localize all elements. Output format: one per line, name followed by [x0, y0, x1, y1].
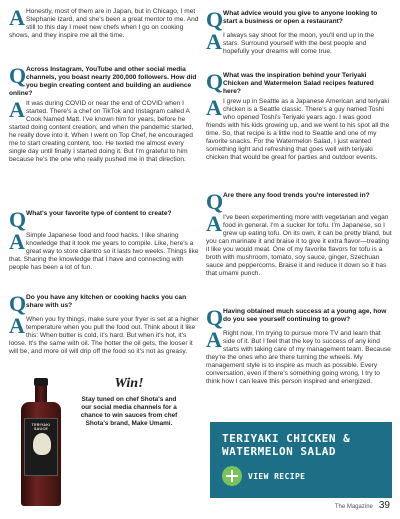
answer-text: I always say shoot for the moon, you'll end up in the stars. Surround yourself with the best people and hopefully your dreams will come true.	[223, 32, 375, 55]
question-letter: Q	[9, 207, 27, 232]
plus-icon[interactable]	[222, 466, 242, 486]
answer-text: I grew up in Seattle as a Japanese American and teriyaki chicken is a Seattle classic. There's a guy named Toshi who opened Toshi's Teriyaki years ago. I was good friends with his kids growing up, and we went to his spot all the time. So, that recipe is a little nod to Seattle and one of my favorite snacks. For the Watermelon Salad, I just wanted something light and refreshing that goes well with teriyaki chicken that would be great for parties and outdoor events.	[206, 98, 390, 161]
question-letter: Q	[206, 305, 224, 330]
bottle-label-art	[33, 433, 51, 455]
view-recipe-button[interactable]	[222, 466, 305, 486]
answer-letter: A	[206, 29, 222, 54]
question-letter: Q	[206, 189, 224, 214]
promo-title: Win!	[114, 376, 144, 391]
answer-text: It was during COVID or near the end of COVID when I started. There's a chef on TikTok and Instagram called A Cook Named Matt. I've known him for years, before he started doing content creation, and when the pandemic started, he really dove into it. When I went on Top Chef, he encouraged me to start creating content, too. He texted me almost every single day until finally I started doing it. But I'm grateful to him because he's the one who really pushed me in that direction.	[9, 100, 194, 163]
qa-block-advice	[206, 7, 392, 56]
answer-letter: A	[9, 313, 25, 338]
question-text: Having obtained much success at a young age, how do you see yourself continuing to grow?	[223, 308, 387, 323]
answer-text: Honestly, most of them are in Japan, but in Chicago, I met Stephanie Izard, and she's been a great mentor to me. And still to this day I meet new chefs when I go on cooking shows, and they inspire me all the time.	[9, 8, 199, 39]
answer-letter: A	[9, 229, 25, 254]
question-letter: Q	[9, 63, 27, 88]
magazine-name: The Magazine	[334, 504, 373, 510]
qa-block-trends	[206, 189, 392, 278]
qa-block-content	[9, 207, 200, 272]
answer-text: When you fry things, make sure your fryer is set at a higher temperature when you pull the food out. Think about it like this: When butter is cold, it's hard. But when it's hot, it's loose. It's the same with oil. The hotter the oil gets, the looser it will be, and more oil will drip off the food so it's not as greasy.	[9, 316, 199, 355]
qa-block-growth	[206, 305, 392, 386]
answer-letter: A	[206, 95, 222, 120]
question-letter: Q	[9, 291, 27, 316]
answer-letter: A	[9, 97, 25, 122]
answer-letter: A	[9, 5, 25, 30]
answer-text: Right now, I'm trying to pursue more TV and learn that side of it. But I feel that the key to success of any kind starts with taking care of my management team. Because they're the ones who are there turning the wheels. My management style is to inspire as much as possible. Every conversation, even if there's something going wrong, I try to think how I can leave this person inspired and energized.	[206, 330, 391, 385]
view-recipe-label: VIEW RECIPE	[248, 471, 306, 481]
answer-letter: A	[206, 211, 222, 236]
question-text: What was the inspiration behind your Teriyaki Chicken and Watermelon Salad recipes featured here?	[223, 72, 374, 95]
bottle-label-text: TERIYAKI SAUCE	[31, 423, 51, 431]
question-text: What's your favorite type of content to create?	[26, 210, 172, 217]
bottle-cap	[34, 378, 48, 386]
bottle-label	[24, 418, 58, 476]
question-text: Are there any food trends you're interested in?	[223, 192, 370, 199]
question-text: Do you have any kitchen or cooking hacks you can share with us?	[26, 294, 187, 309]
page-number: 39	[378, 500, 390, 511]
giveaway-promo	[9, 372, 200, 507]
question-text: What advice would you give to anyone looking to start a business or open a restaurant?	[223, 10, 378, 25]
sauce-bottle-image	[21, 378, 61, 506]
answer-block-1	[9, 5, 200, 40]
qa-block-inspiration	[206, 69, 392, 162]
question-text: Across Instagram, YouTube and other social media channels, you boast nearly 200,000 followers. How did you begin creating content and building an audience online?	[9, 66, 197, 97]
qa-block-instagram	[9, 63, 200, 164]
qa-block-hacks	[9, 291, 200, 356]
question-letter: Q	[206, 7, 224, 32]
answer-letter: A	[206, 327, 222, 352]
recipe-title-line2: WATERMELON SALAD	[222, 445, 336, 458]
page-footer	[335, 500, 390, 511]
recipe-title-line1: TERIYAKI CHICKEN &	[222, 432, 351, 445]
answer-text: I've been experimenting more with vegetarian and vegan food in general. I'm a sucker for tofu. I'm Japanese, so I grew up eating tofu. On its own, it can be pretty bland, but you can marinate it and braise it to give it extra flavor—treating it like you would meat. One of my favorite flavors for tofu is a broth with mushroom, tomato, soy sauce, ginger, Szechuan sauce and peppercorns. Braise it and reduce it down so it has that umami punch.	[206, 214, 392, 277]
promo-text: Stay tuned on chef Shota's and our social media channels for a chance to win sauces from chef Shota's brand, Make Umami.	[80, 396, 178, 427]
recipe-card[interactable]	[210, 422, 392, 498]
question-letter: Q	[206, 69, 224, 94]
answer-text: Simple Japanese food and food hacks. I like sharing knowledge that it took me years to compile. Like, here's a great way to store cilantro so it lasts two weeks. Things like that. Sharing the knowledge that I have and connecting with people has been a lot of fun.	[9, 232, 199, 271]
